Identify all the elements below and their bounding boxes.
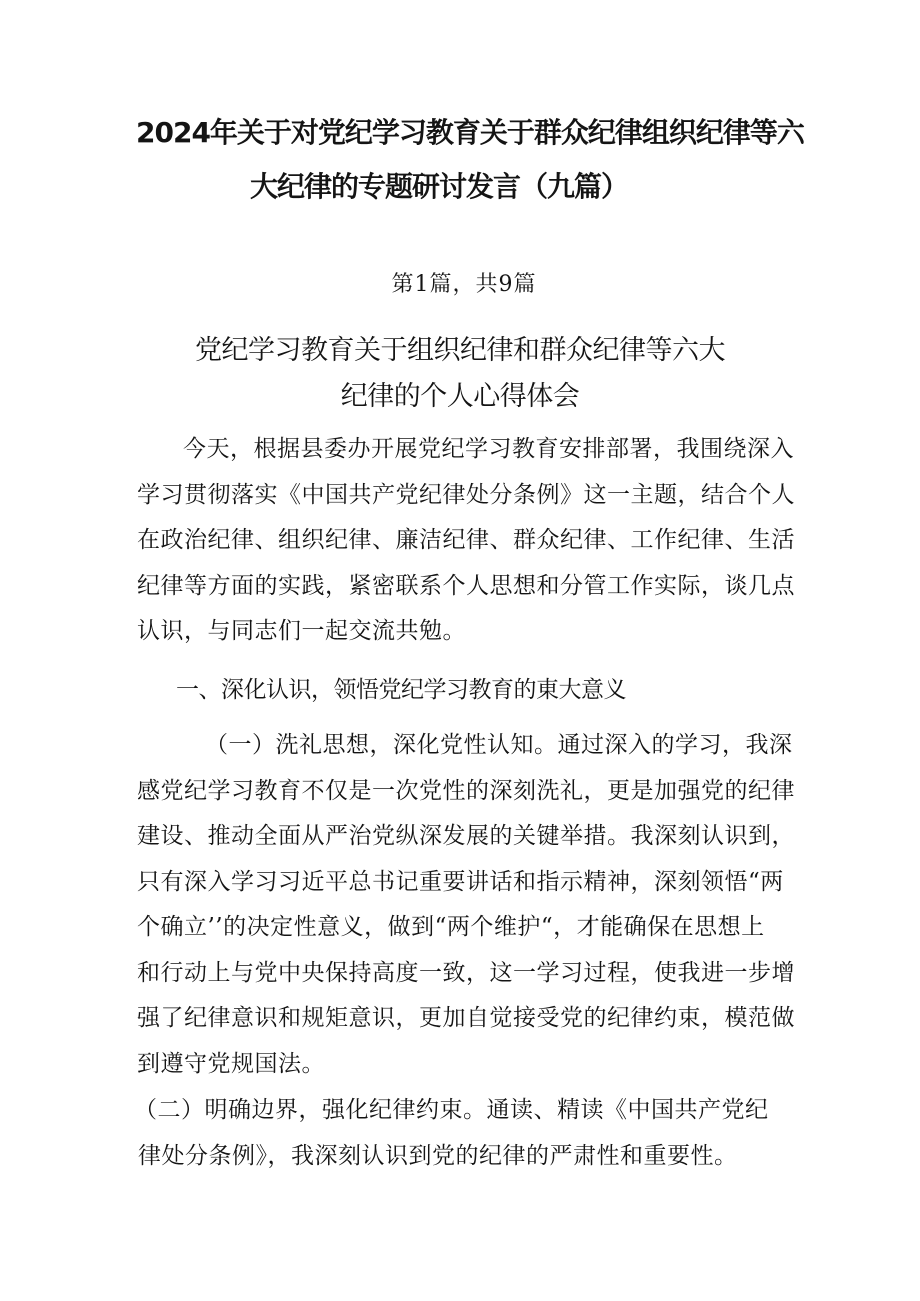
article-title-line-1: 党纪学习教育关于组织纪律和群众纪律等六大	[195, 335, 725, 366]
paragraph-1	[137, 723, 795, 1087]
intro-line: 今天，根据县委办开展党纪学习教育安排部署，我围绕深入	[183, 436, 794, 462]
article-title	[0, 328, 920, 420]
paragraph-2-line: 律处分条例》，我深刻认识到党的纪律的严肃性和重要性。	[138, 1142, 738, 1169]
document-title-line-2: 大纪律的专题研讨发言（九篇）	[250, 170, 629, 203]
intro-line: 纪律等方面的实践，紧密联系个人思想和分管工作实际，谈几点	[137, 572, 795, 599]
paragraph-1-line: 强了纪律意识和规矩意识，更加自觉接受党的纪律约束，模范做	[137, 1005, 795, 1031]
document-title	[120, 106, 804, 214]
intro-line: 学习贯彻落实《中国共产党纪律处分条例》这一主题，结合个人	[137, 481, 795, 508]
paragraph-1-line: 感党纪学习教育不仅是一次党性的深刻洗礼，更是加强党的纪律	[137, 777, 795, 804]
paragraph-1-line: 到遵守党规国法。	[137, 1050, 325, 1077]
document-title-line-1: 2024年关于对党纪学习教育关于群众纪律组织纪律等六	[136, 116, 804, 149]
article-counter: 第1篇，共9篇	[391, 272, 537, 297]
intro-line: 认识，与同志们一起交流共勉。	[137, 618, 466, 644]
paragraph-2-line: （二）明确边界，强化纪律约束。通读、精读《中国共产党纪	[134, 1097, 769, 1123]
article-title-line-2: 纪律的个人心得体会	[340, 381, 580, 412]
intro-paragraph	[137, 427, 795, 655]
section-heading-1: 一、深化认识，领悟党纪学习教育的東大意义	[176, 677, 626, 703]
intro-line: 在政治纪律、组织纪律、廉洁纪律、群众纪律、工作纪律、生活	[137, 527, 795, 553]
paragraph-1-line: 个确立’’的决定性意义，做到“两个维护“，才能确保在思想上	[137, 914, 765, 940]
paragraph-1-line: 和行动上与党中央保持高度一致，这一学习过程，使我进一步增	[137, 959, 795, 986]
paragraph-2	[134, 1088, 784, 1179]
paragraph-1-line: 只有深入学习习近平总书记重要讲话和指示精神，深刻领悟“两	[137, 868, 784, 895]
paragraph-1-line: （一）洗礼思想，深化党性认知。通过深入的学习，我深	[205, 732, 793, 758]
paragraph-1-line: 建设、推动全面从严治党纵深发展的关键举措。我深刻认识到，	[137, 823, 795, 849]
